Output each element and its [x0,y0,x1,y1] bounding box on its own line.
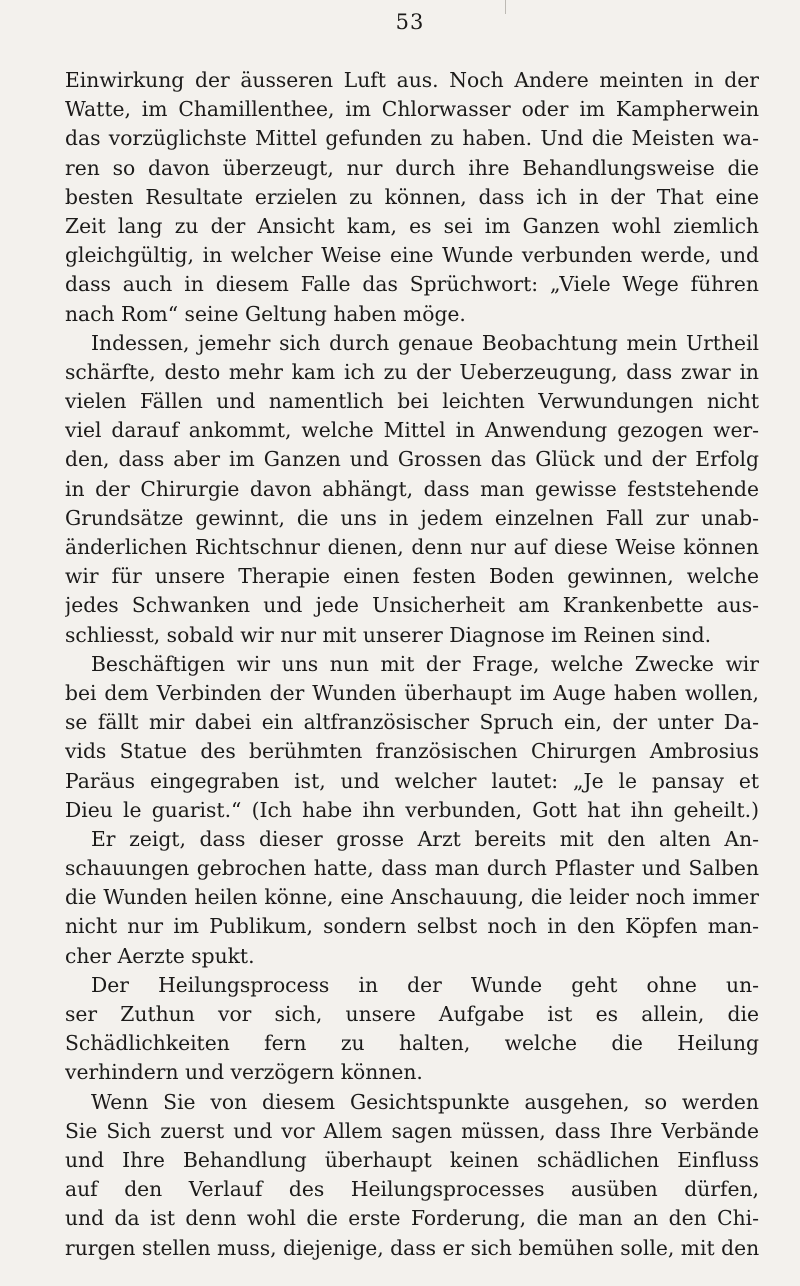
text-line: ren so davon überzeugt, nur durch ihre Behandlungsweise die [65,155,759,180]
text-line: Grundsätze gewinnt, die uns in jedem einzelnen Fall zur unab- [65,505,759,530]
text-line: und da ist denn wohl die erste Forderung, die man an den Chi- [65,1206,759,1231]
text-line: vielen Fällen und namentlich bei leichten Verwundungen nicht [65,389,759,414]
text-line: rurgen stellen muss, diejenige, dass er sich bemühen solle, mit den [65,1235,759,1260]
text-line: schauungen gebrochen hatte, dass man durch Pflaster und Salben [65,856,759,881]
text-line: viel darauf ankommt, welche Mittel in Anwendung gezogen wer- [65,418,759,443]
text-line: in der Chirurgie davon abhängt, dass man gewisse feststehende [65,476,759,501]
text-line: Beschäftigen wir uns nun mit der Frage, welche Zwecke wir [91,651,759,676]
text-line: verhindern und verzögern können. [65,1060,423,1085]
text-line: Schädlichkeiten fern zu halten, welche die Heilung [65,1031,759,1056]
text-line: Paräus eingegraben ist, und welcher lautet: „Je le pansay et [65,768,759,793]
text-line: se fällt mir dabei ein altfranzösischer Spruch ein, der unter Da- [65,710,759,735]
text-line: ser Zuthun vor sich, unsere Aufgabe ist es allein, die [65,1002,759,1026]
text-line: Er zeigt, dass dieser grosse Arzt bereits mit den alten An- [91,826,759,851]
text-line: schliesst, sobald wir nur mit unserer Diagnose im Reinen sind. [65,622,712,647]
text-line: Wenn Sie von diesem Gesichtspunkte ausgehen, so werden [91,1089,759,1114]
text-line: jedes Schwanken und jede Unsicherheit am Krankenbette aus- [65,593,759,618]
text-line: den, dass aber im Ganzen und Grossen das Glück und der Erfolg [65,447,759,472]
text-line: Einwirkung der äusseren Luft aus. Noch Andere meinten in der [65,68,759,92]
text-line: wir für unsere Therapie einen festen Boden gewinnen, welche [65,564,759,589]
text-line: nicht nur im Publikum, sondern selbst noch in den Köpfen man- [65,914,759,939]
body-text [65,66,759,1263]
text-line: Sie Sich zuerst und vor Allem sagen müssen, dass Ihre Verbände [65,1118,759,1143]
text-line: die Wunden heilen könne, eine Anschauung, die leider noch immer [65,885,759,910]
text-line: und Ihre Behandlung überhaupt keinen schädlichen Einfluss [65,1147,759,1172]
text-line: schärfte, desto mehr kam ich zu der Ueberzeugung, dass zwar in [65,359,759,384]
text-line: Dieu le guarist.“ (Ich habe ihn verbunden, Gott hat ihn geheilt.) [65,797,759,822]
text-line: nach Rom“ seine Geltung haben möge. [65,301,466,326]
text-line: änderlichen Richtschnur dienen, denn nur auf diese Weise können [65,535,759,559]
text-line: gleichgültig, in welcher Weise eine Wunde verbunden werde, und [65,243,759,268]
text-line: vids Statue des berühmten französischen Chirurgen Ambrosius [65,739,759,764]
text-line: Watte, im Chamillenthee, im Chlorwasser oder im Kampherwein [65,97,759,122]
text-line: bei dem Verbinden der Wunden überhaupt im Auge haben wollen, [65,680,759,705]
text-line: das vorzüglichste Mittel gefunden zu haben. Und die Meisten wa- [65,126,759,151]
text-line: Der Heilungsprocess in der Wunde geht ohne un- [91,972,759,997]
text-line: besten Resultate erzielen zu können, dass ich in der That eine [65,184,759,209]
text-line: Zeit lang zu der Ansicht kam, es sei im Ganzen wohl ziemlich [65,213,759,238]
text-line: dass auch in diesem Falle das Sprüchwort: „Viele Wege führen [65,272,759,297]
page-number: 53 [395,10,425,34]
text-line: cher Aerzte spukt. [65,943,255,968]
text-line: Indessen, jemehr sich durch genaue Beobachtung mein Urtheil [91,330,759,355]
text-line: auf den Verlauf des Heilungsprocesses ausüben dürfen, [65,1177,759,1202]
